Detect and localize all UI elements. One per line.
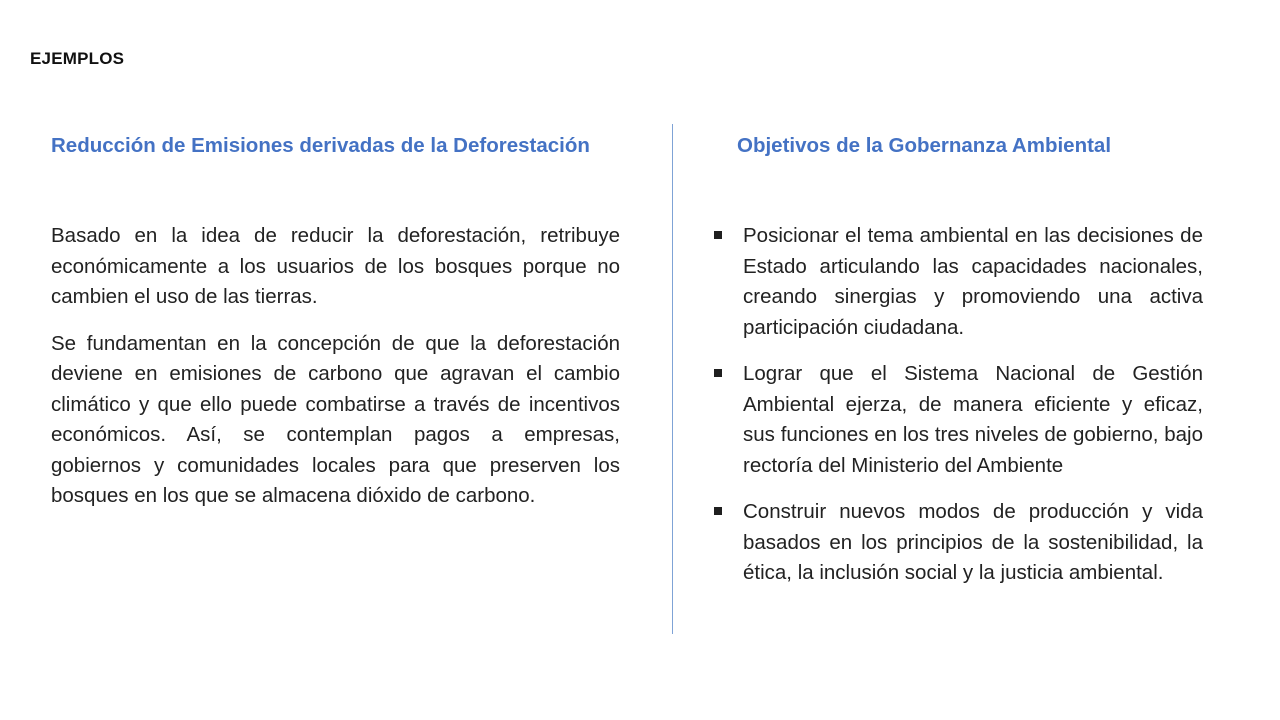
list-item-text: Lograr que el Sistema Nacional de Gestión Ambiental ejerza, de manera eficiente y eficaz, sus funciones en los tres niveles de gobierno, bajo rectoría del Ministerio del Ambiente xyxy=(743,362,1203,477)
left-column xyxy=(51,221,620,528)
list-item xyxy=(712,221,1203,343)
list-item-text: Construir nuevos modos de producción y vida basados en los principios de la sostenibilidad, la ética, la inclusión social y la justicia ambiental. xyxy=(743,500,1203,584)
square-bullet-icon xyxy=(714,231,722,239)
square-bullet-icon xyxy=(714,507,722,515)
column-divider xyxy=(672,124,673,634)
list-item xyxy=(712,497,1203,589)
section-label: EJEMPLOS xyxy=(30,49,125,68)
left-paragraph: Se fundamentan en la concepción de que la deforestación deviene en emisiones de carbono que agravan el cambio climático y que ello puede combatirse a través de incentivos económicos. Así, se contemplan pagos a empresas, gobiernos y comunidades locales para que preserven los bosques en los que se almacena dióxido de carbono. xyxy=(51,331,620,507)
list-item xyxy=(712,359,1203,481)
right-column-title: Objetivos de la Gobernanza Ambiental xyxy=(737,134,1112,157)
list-item-text: Posicionar el tema ambiental en las decisiones de Estado articulando las capacidades nacionales, creando sinergias y promoviendo una activa participación ciudadana. xyxy=(743,224,1203,339)
objectives-list xyxy=(712,221,1203,605)
square-bullet-icon xyxy=(714,369,722,377)
left-paragraph: Basado en la idea de reducir la deforestación, retribuye económicamente a los usuarios de los bosques porque no cambien el uso de las tierras. xyxy=(51,224,620,308)
left-column-title: Reducción de Emisiones derivadas de la Deforestación xyxy=(51,134,590,157)
